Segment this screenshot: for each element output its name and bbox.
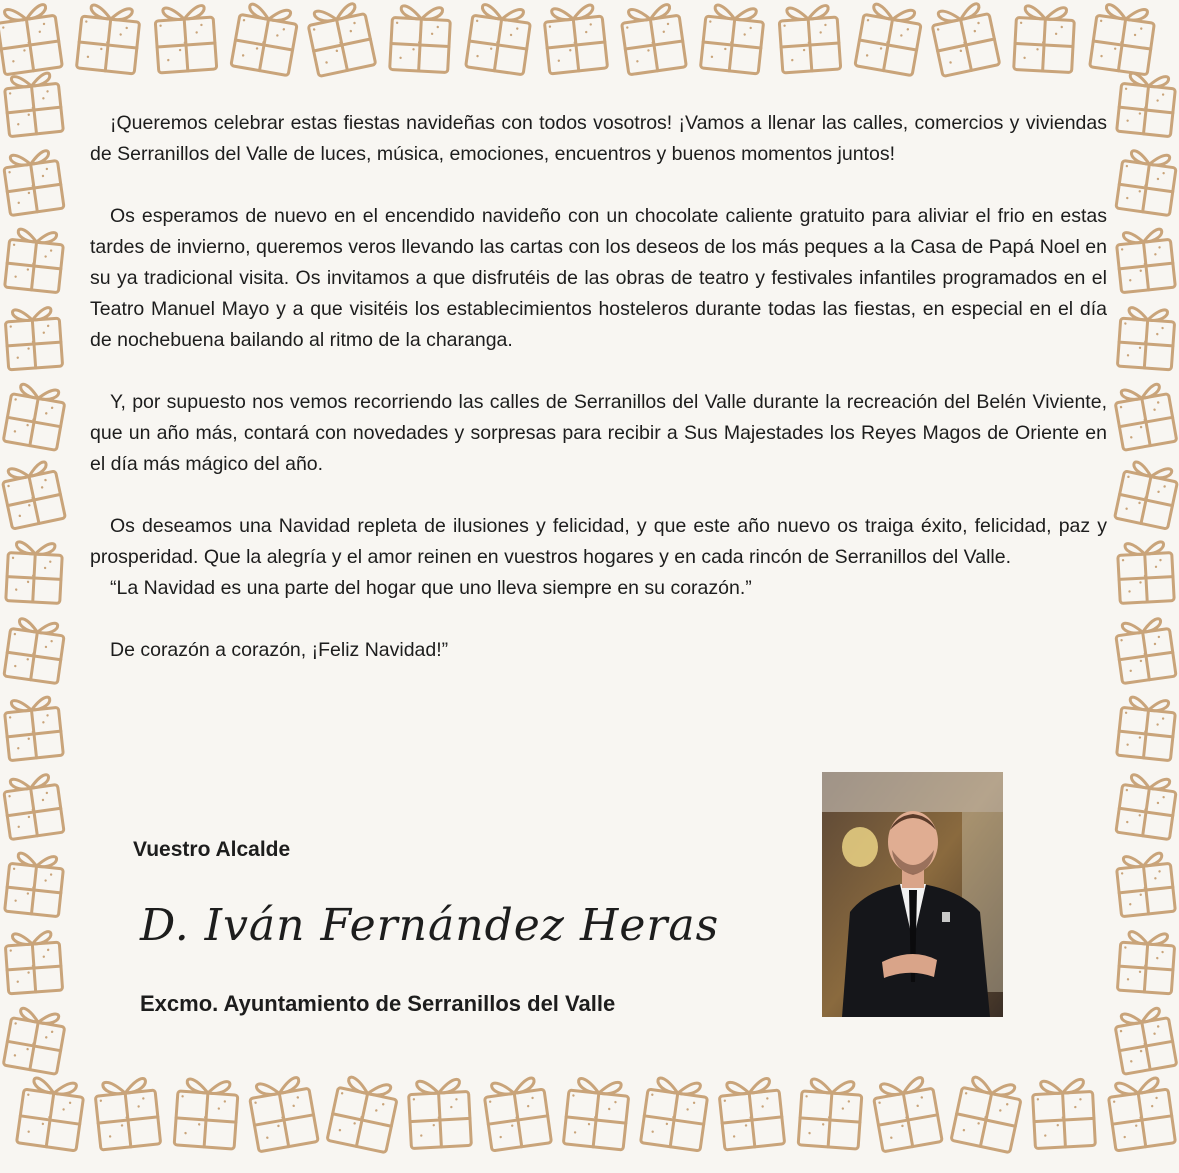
gift-box-icon	[930, 2, 1000, 77]
gift-box-icon	[0, 460, 65, 529]
gift-box-icon	[2, 149, 64, 215]
gift-box-icon	[76, 4, 140, 74]
gift-box-icon	[248, 1076, 319, 1152]
gift-box-icon	[466, 3, 532, 75]
gift-box-icon	[1117, 696, 1177, 761]
gift-box-icon	[3, 383, 66, 451]
gift-box-icon	[3, 72, 63, 137]
gift-box-icon	[1115, 852, 1175, 917]
gift-box-icon	[951, 1075, 1024, 1153]
gift-box-icon	[5, 852, 65, 917]
quote-line: De corazón a corazón, ¡Feliz Navidad!”	[110, 639, 449, 661]
mayor-photo	[822, 772, 1003, 1017]
gift-box-icon	[563, 1077, 630, 1150]
paragraph: Os deseamos una Navidad repleta de ilusiones y felicidad, y que este año nuevo os traiga éxito, felicidad, paz y prosperidad. Que la alegría y el amor reinen en vuestros hogares y en cada rincón de Serranillos del Valle.	[90, 515, 1107, 568]
gift-box-icon	[1090, 3, 1156, 75]
gift-box-icon	[2, 773, 64, 839]
letter-body	[90, 108, 1107, 697]
gift-box-icon	[778, 5, 840, 73]
gift-box-icon	[327, 1075, 400, 1153]
paragraph: Os esperamos de nuevo en el encendido navideño con un chocolate caliente gratuito para aliviar el frio en estas tardes de invierno, queremos veros llevando las cartas con los deseos de los más peques a la Casa de Papá Noel en su ya tradicional visita. Os invitamos a que disfrutéis de las obras de teatro y festivales infantiles programados en el Teatro Manuel Mayo y a que visitéis los establecimientos hosteleros durante todas las fiestas, en especial en el día de nochebuena bailando al ritmo de la charanga.	[90, 205, 1107, 351]
gift-box-icon	[700, 4, 764, 74]
gift-box-icon	[1107, 1076, 1176, 1150]
paragraph: Y, por supuesto nos vemos recorriendo las calles de Serranillos del Valle durante la recreación del Belén Viviente, que un año más, contará con novedades y sorpresas para recibir a Sus Majestades los Reyes Magos de Oriente en el día más mágico del año.	[90, 391, 1107, 475]
gift-box-icon	[1115, 228, 1175, 293]
gift-box-icon	[4, 617, 66, 683]
gift-box-icon	[0, 3, 62, 75]
gift-box-icon	[154, 5, 216, 73]
gift-box-icon	[798, 1078, 863, 1149]
gift-box-icon	[1014, 5, 1075, 72]
gift-box-icon	[3, 696, 63, 761]
gift-box-icon	[1117, 541, 1174, 603]
gift-box-icon	[5, 228, 65, 293]
gift-box-icon	[17, 1076, 86, 1150]
gift-box-icon	[1113, 383, 1176, 451]
signature-organization: Excmo. Ayuntamiento de Serranillos del Valle	[140, 991, 616, 1016]
gift-box-icon	[390, 5, 451, 72]
gift-box-icon	[408, 1079, 471, 1149]
gift-box-icon	[231, 2, 299, 75]
gift-box-icon	[483, 1076, 552, 1150]
gift-box-icon	[718, 1077, 785, 1150]
quote-line: “La Navidad es una parte del hogar que uno lleva siempre en su corazón.”	[110, 577, 752, 599]
gift-box-icon	[3, 1007, 66, 1075]
gift-box-icon	[543, 4, 607, 74]
gift-box-icon	[641, 1076, 710, 1150]
gift-box-icon	[5, 307, 63, 370]
gift-box-icon	[1115, 460, 1179, 529]
gift-box-icon	[855, 2, 923, 75]
gift-box-icon	[6, 541, 63, 603]
gift-box-icon	[1117, 72, 1177, 137]
gift-box-icon	[174, 1078, 239, 1149]
gift-box-icon	[1113, 1007, 1176, 1075]
signature-title: Vuestro Alcalde	[133, 838, 291, 861]
signature-name: D. Iván Fernández Heras	[140, 900, 720, 951]
gift-box-icon	[1116, 149, 1178, 215]
gift-box-icon	[1117, 307, 1175, 370]
gift-box-icon	[1114, 617, 1176, 683]
gift-box-icon	[306, 2, 376, 77]
paragraph: ¡Queremos celebrar estas fiestas navideñas con todos vosotros! ¡Vamos a llenar las calles, comercios y viviendas de Serranillos del Valle de luces, música, emociones, encuentros y buenos momentos juntos!	[90, 112, 1107, 165]
gift-box-icon	[620, 3, 686, 75]
gift-box-icon	[872, 1076, 943, 1152]
gift-box-icon	[1032, 1079, 1095, 1149]
gift-box-icon	[1116, 773, 1178, 839]
gift-box-icon	[5, 931, 63, 994]
gift-box-icon	[1117, 931, 1175, 994]
gift-box-icon	[94, 1077, 161, 1150]
